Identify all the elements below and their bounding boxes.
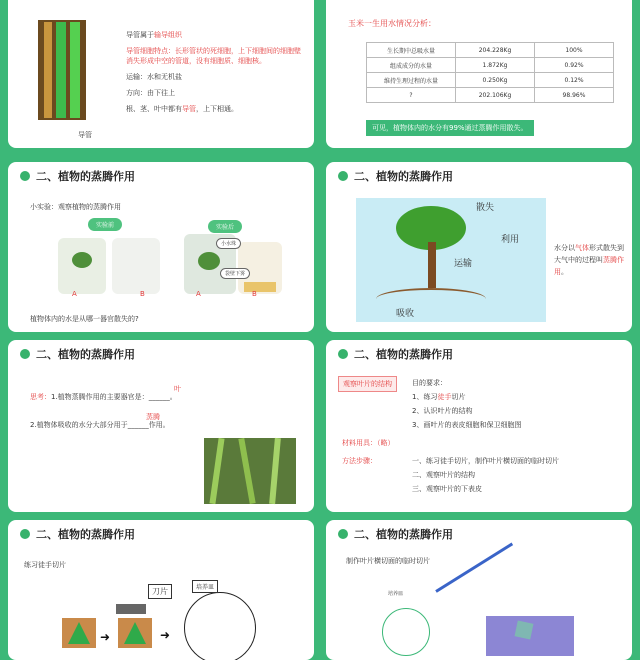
bullet-icon [338,349,348,359]
material: 材料用具：（略） [342,439,395,447]
corn-heading: 玉米一生用水情况分析： [348,19,436,28]
slide-header [326,162,632,190]
slide-xylem [8,0,314,148]
tree-diagram [356,198,546,322]
slide-glass [486,616,574,656]
xylem-image [38,20,86,120]
topic-tag: 观察叶片的结构 [338,376,397,392]
slide-freehand-cut [8,520,314,660]
label-b2: B [252,290,257,298]
slide-cross-section [326,520,632,660]
slide-title: 二、植物的蒸腾作用 [36,348,135,361]
table-row: 组成成分的水量 1.872Kg 0.92% [367,58,614,73]
arrow-icon: ➜ [160,628,171,642]
table-row: 生长期中总吸水量 204.228Kg 100% [367,43,614,58]
slide-leaf-structure [326,340,632,512]
dish-circle [382,608,430,656]
slide-header [8,340,314,368]
slide-title: 二、植物的蒸腾作用 [36,170,135,183]
bullet-icon [20,349,30,359]
slide-tree [326,162,632,332]
leaf-block-1 [62,618,96,648]
line-4: 运输：水和无机盐 [126,73,182,81]
line-2: 导管细胞特点：长形管状的死细胞，上下细胞间的细胞壁 [126,47,301,55]
slide-header [326,520,632,548]
step-3: 三、观察叶片的下表皮 [412,485,482,493]
line-5: 方向：由下往上 [126,89,175,97]
experiment-label: 小实验：观察植物的蒸腾作用 [30,203,121,211]
bullet-icon [338,529,348,539]
label-a2: A [196,290,201,298]
a2: 蒸腾 [146,413,160,421]
bullet-icon [338,171,348,181]
table-row: ? 202.106Kg 98.96% [367,88,614,103]
before-badge: 实验前 [88,218,122,231]
q1: 思考：1.植物蒸腾作用的主要器官是：______。 [30,393,177,401]
dish-label: 培养皿 [192,580,218,593]
freehand-sub: 练习徒手切片 [24,561,66,569]
bullet-icon [20,171,30,181]
leaf-block-2 [118,618,152,648]
corn-conclusion: 可见，植物体内的水分有99%通过蒸腾作用散失。 [366,120,534,136]
line-1: 导管属于输导组织 [126,31,182,39]
a1: 叶 [174,385,181,393]
scatter-label: 散失 [476,203,495,213]
arrow-icon: ➜ [100,630,111,644]
goal-2: 2、认识叶片的结构 [412,407,473,415]
goal-1: 1、练习徒手切片 [412,393,466,401]
slide-corn-water [326,0,632,148]
label-b: B [140,290,145,298]
dish-label: 培养皿 [388,591,404,597]
slide-title: 二、植物的蒸腾作用 [354,348,453,361]
dish-circle [184,592,256,660]
use-label: 利用 [501,235,520,245]
question: 植物体内的水是从哪一器官散失的? [30,315,139,323]
goal-heading: 目的要求： [412,379,447,387]
corn-table [366,42,614,103]
slide-header [8,520,314,548]
bag-before-a [58,238,106,294]
transport-label: 运输 [454,259,473,269]
knife-label: 刀片 [148,584,172,599]
needle-icon [435,543,513,593]
slide-header [8,162,314,190]
fog-callout: 袋壁下雾 [220,268,250,279]
slide-title: 二、植物的蒸腾作用 [354,170,453,183]
droplet-callout: 小水珠 [216,238,241,249]
slide-think [8,340,314,512]
after-badge: 实验后 [208,220,242,233]
step-1: 一、练习徒手切片，制作叶片横切面的临时切片 [412,457,559,465]
slide-title: 二、植物的蒸腾作用 [36,528,135,541]
goal-3: 3、画叶片的表皮细胞和保卫细胞图 [412,421,522,429]
slide-experiment [8,162,314,332]
line-6: 根、茎、叶中都有导管，上下相通。 [126,105,238,113]
line-3: 消失形成中空的管道，没有细胞质、细胞核。 [126,57,266,65]
table-row: 维持生理过程的水量 0.250Kg 0.12% [367,73,614,88]
grass-photo [204,438,296,504]
label-a: A [72,290,77,298]
slide-header [326,340,632,368]
transpiration-note: 水分以气体形式散失到大气中的过程叫蒸腾作用。 [554,244,624,276]
bag-before-b [112,238,160,294]
blade-icon [116,604,146,614]
absorb-label: 吸收 [396,309,415,319]
xylem-caption: 导管 [78,131,92,139]
bullet-icon [20,529,30,539]
q2: 2.植物体吸收的水分大部分用于______作用。 [30,421,170,429]
step-2: 二、观察叶片的结构 [412,471,475,479]
cross-sub: 制作叶片横切面的临时切片 [346,557,430,565]
slide-title: 二、植物的蒸腾作用 [354,528,453,541]
method-heading: 方法步骤： [342,457,377,465]
